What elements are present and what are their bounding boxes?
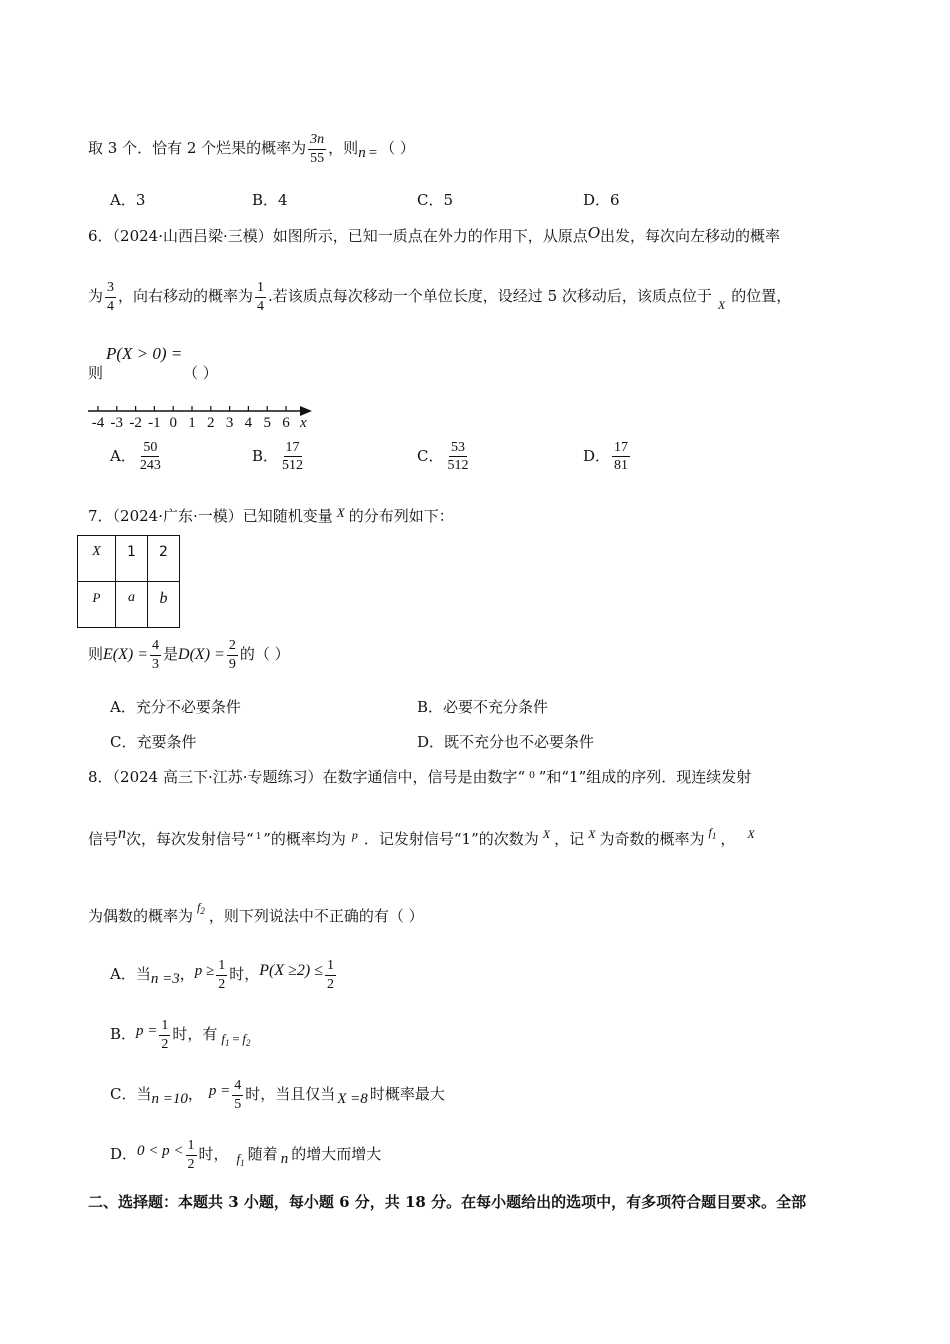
table-row [78, 536, 180, 582]
q7-option-c[interactable]: C．充要条件 [110, 733, 197, 751]
q5-option-a[interactable]: A．3 [110, 191, 146, 209]
q5-n-var: n [358, 145, 366, 161]
q8-option-c[interactable]: C．当n =10， p = $\frac{4}{5}$ 时，当且仅当 X =8 时概率最大 [110, 1078, 445, 1112]
number-line-label: 3 [225, 415, 234, 431]
q7-line1: 7．（2024·广东·一模）已知随机变量 X 的分布列如下： [88, 505, 454, 525]
q8-line3: 为偶数的概率为 $^{f_2}$ ，则下列说法中不正确的有（ ） [88, 900, 424, 925]
q5-line [88, 128, 415, 168]
q7-option-d[interactable]: D．既不充分也不必要条件 [417, 733, 595, 751]
q7-distribution-table [77, 535, 180, 628]
q8-option-a[interactable]: A．当n =3，p ≥ $\frac{1}{2}$ 时，P(X ≥2) ≤ $\frac{1}{2}$ [110, 958, 334, 992]
number-line-var: x [300, 415, 307, 431]
q5-option-c[interactable]: C．5 [417, 191, 454, 209]
q5-fraction: $\frac{3n}{55}$ [310, 132, 325, 166]
q6-right-prob: $\frac{1}{4}$ [257, 280, 265, 314]
q6-prob-expr: P(X > 0) = [106, 344, 183, 363]
q6-x-var: X [717, 298, 726, 312]
q5-option-d[interactable]: D．6 [583, 191, 620, 209]
number-line-labels [92, 415, 291, 431]
q7-option-a[interactable]: A．充分不必要条件 [110, 698, 241, 716]
q6-line3: 则 （ ） [88, 364, 218, 382]
q8-option-d[interactable]: D．0 < p < $\frac{1}{2}$ 时， $f_1$ 随着 n 的增大而增大 [110, 1138, 382, 1172]
q6-line1: 6．（2024·山西吕梁·三模）如图所示，已知一质点在外力的作用下，从原点O出发，每次向左移动的概率 [88, 223, 781, 245]
q6-line2: 为 $\frac{3}{4}$ ，向右移动的概率为 $\frac{1}{4}$ .若该质点每次移动一个单位长度，设经过 5 次移动后，该质点位于 $_X$ 的位置， [88, 280, 792, 314]
number-line-label: -3 [110, 415, 124, 431]
table-cell: P [78, 582, 116, 628]
table-cell: 2 [148, 536, 180, 582]
number-line-label: 4 [244, 415, 253, 431]
number-line-label: 6 [282, 415, 290, 431]
q6-option-d[interactable]: D． $\frac{17}{81}$ [583, 440, 629, 474]
number-line-label: -4 [91, 415, 105, 431]
q6-number-line [86, 400, 326, 436]
q5-text-b: ，则 [328, 139, 359, 157]
number-line-label: 5 [263, 415, 271, 431]
q7-option-b[interactable]: B．必要不充分条件 [417, 698, 549, 716]
table-cell: b [148, 582, 180, 628]
q8-line2: 信号n次，每次发射信号“ $^1$ ”的概率均为 $^p$ ．记发射信号“1”的次数为 $^X$ ，记 $^X$ 为奇数的概率为 $^{f_1}$ ， $^X$ [88, 825, 755, 848]
table-cell: 1 [116, 536, 148, 582]
q7-condition: 则E(X) = $\frac{4}{3}$ 是D(X) = $\frac{2}{9}$ 的（ ） [88, 638, 290, 672]
q5-option-b[interactable]: B．4 [252, 191, 288, 209]
number-line-label: -2 [129, 415, 142, 431]
table-row [78, 582, 180, 628]
q5-text-a: 取 3 个．恰有 2 个烂果的概率为 [88, 139, 307, 157]
q6-option-b[interactable]: B． $\frac{17}{512}$ [252, 440, 304, 474]
q6-origin: O [587, 223, 601, 242]
number-line-label: 0 [169, 415, 177, 431]
number-line-label: 1 [188, 415, 196, 431]
q6-option-c[interactable]: C． $\frac{53}{512}$ [417, 440, 469, 474]
q6-option-a[interactable]: A． $\frac{50}{243}$ [110, 440, 161, 474]
table-cell: X [78, 536, 116, 582]
number-line-label: 2 [207, 415, 215, 431]
number-line-label: -1 [148, 415, 161, 431]
section2-heading: 二、选择题：本题共 3 小题，每小题 6 分，共 18 分。在每小题给出的选项中，有多项符合题目要求。全部 [88, 1193, 807, 1211]
table-cell: a [116, 582, 148, 628]
q6-left-prob: $\frac{3}{4}$ [107, 280, 115, 314]
q5-eq: = [368, 145, 378, 161]
q8-line1: 8．（2024 高三下·江苏·专题练习）在数字通信中，信号是由数字“ $^0$ ”和“1”组成的序列．现连续发射 [88, 768, 752, 786]
q5-paren: （ ） [380, 139, 415, 157]
q8-option-b[interactable]: B．p = $\frac{1}{2}$ 时，有 $f_1 = f_2$ [110, 1018, 251, 1052]
